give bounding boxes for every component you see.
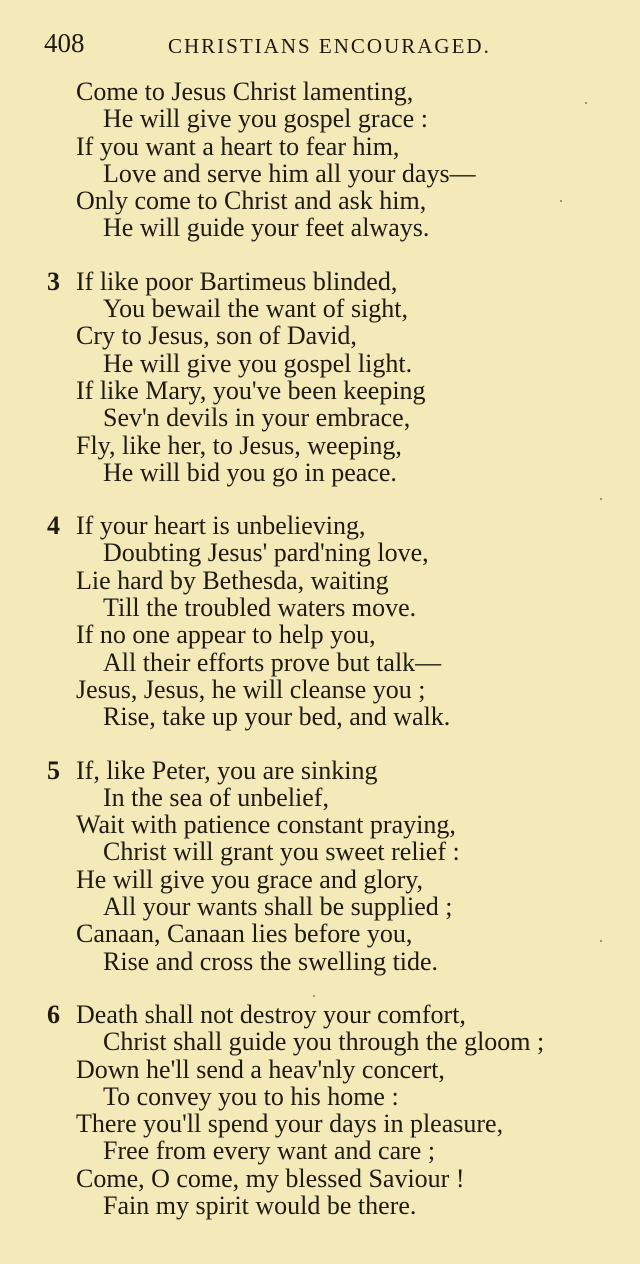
verse-line-text: Till the troubled waters move.: [103, 593, 417, 623]
verse-line: [0, 757, 640, 784]
stanza-number: 6: [47, 999, 60, 1029]
verse-line: [0, 838, 640, 865]
verse-line-text: Wait with patience constant praying,: [76, 810, 456, 840]
verse-line: [0, 811, 640, 838]
verse-line-text: If no one appear to help you,: [76, 620, 376, 650]
verse-line: [0, 676, 640, 703]
verse-line: [0, 567, 640, 594]
stanza-number: 3: [47, 266, 60, 296]
page-header: [44, 28, 604, 62]
verse-line: [0, 1083, 640, 1110]
verse-line: [0, 214, 640, 241]
verse-line-text: If your heart is unbelieving,: [76, 511, 366, 541]
verse-line: [0, 322, 640, 349]
verse-line-text: Doubting Jesus' pard'ning love,: [103, 538, 429, 568]
verse-line-text: He will guide your feet always.: [103, 213, 430, 243]
verse-line-text: There you'll spend your days in pleasure,: [76, 1109, 504, 1139]
verse-line: [0, 893, 640, 920]
verse-line: [0, 160, 640, 187]
verse-line-text: Jesus, Jesus, he will cleanse you ;: [76, 674, 426, 704]
verse-line: [0, 594, 640, 621]
page-number: 408: [44, 28, 85, 58]
verse-line: [0, 268, 640, 295]
verse-line: [0, 432, 640, 459]
verse-line-text: Sev'n devils in your embrace,: [103, 403, 411, 433]
verse-line: [0, 1056, 640, 1083]
verse-line-text: Only come to Christ and ask him,: [76, 186, 427, 216]
verse-line-text: Rise, take up your bed, and walk.: [103, 702, 451, 732]
verse-line-text: To convey you to his home :: [103, 1081, 399, 1111]
stanza-number: 5: [47, 755, 60, 785]
verse-line-text: In the sea of unbelief,: [103, 782, 329, 812]
verse-line-text: Fain my spirit would be there.: [103, 1190, 417, 1220]
verse-line-text: Canaan, Canaan lies before you,: [76, 919, 413, 949]
verse-line-text: Lie hard by Bethesda, waiting: [76, 565, 389, 595]
verse-line-text: Love and serve him all your days—: [103, 158, 476, 188]
verse-line-text: Come to Jesus Christ lamenting,: [76, 77, 414, 106]
verse-line: [0, 621, 640, 648]
stanza: [0, 1001, 640, 1219]
verse-line-text: If like Mary, you've been keeping: [76, 375, 426, 405]
verse-line: [0, 920, 640, 947]
verse-line: [0, 1165, 640, 1192]
stanza-number: 4: [47, 511, 60, 541]
verse-line: [0, 459, 640, 486]
verse-line: [0, 512, 640, 539]
hymn-verses: [0, 78, 640, 1245]
verse-line-text: You bewail the want of sight,: [103, 294, 409, 324]
verse-line: [0, 1192, 640, 1219]
verse-line: [0, 1110, 640, 1137]
verse-line-text: If like poor Bartimeus blinded,: [76, 266, 398, 296]
verse-line: [0, 350, 640, 377]
stanza: [0, 78, 640, 242]
verse-line: [0, 377, 640, 404]
verse-line-text: Christ will grant you sweet relief :: [103, 837, 460, 867]
verse-line: [0, 133, 640, 160]
verse-line: [0, 649, 640, 676]
verse-line-text: Come, O come, my blessed Saviour !: [76, 1163, 465, 1193]
verse-line: [0, 1137, 640, 1164]
verse-line: [0, 295, 640, 322]
verse-line: [0, 78, 640, 105]
verse-line-text: Cry to Jesus, son of David,: [76, 321, 357, 351]
verse-line: [0, 1028, 640, 1055]
verse-line: [0, 105, 640, 132]
verse-line-text: Down he'll send a heav'nly concert,: [76, 1054, 445, 1084]
verse-line: [0, 539, 640, 566]
verse-line-text: Free from every want and care ;: [103, 1136, 436, 1166]
verse-line-text: All your wants shall be supplied ;: [103, 892, 453, 922]
verse-line: [0, 404, 640, 431]
verse-line-text: Christ shall guide you through the gloom ;: [103, 1027, 545, 1057]
verse-line-text: He will give you gospel grace :: [103, 104, 428, 134]
verse-line-text: Rise and cross the swelling tide.: [103, 946, 439, 976]
verse-line-text: If, like Peter, you are sinking: [76, 755, 378, 785]
verse-line-text: All their efforts prove but talk—: [103, 647, 442, 677]
verse-line: [0, 866, 640, 893]
verse-line-text: If you want a heart to fear him,: [76, 131, 400, 161]
stanza: [0, 512, 640, 730]
verse-line-text: He will bid you go in peace.: [103, 457, 397, 487]
verse-line: [0, 187, 640, 214]
verse-line-text: Fly, like her, to Jesus, weeping,: [76, 430, 402, 460]
verse-line: [0, 784, 640, 811]
verse-line: [0, 948, 640, 975]
running-head: CHRISTIANS ENCOURAGED.: [168, 34, 491, 58]
verse-line: [0, 1001, 640, 1028]
verse-line-text: Death shall not destroy your comfort,: [76, 999, 466, 1029]
verse-line-text: He will give you grace and glory,: [76, 864, 424, 894]
stanza: [0, 268, 640, 486]
verse-line-text: He will give you gospel light.: [103, 348, 413, 378]
stanza: [0, 757, 640, 975]
verse-line: [0, 703, 640, 730]
